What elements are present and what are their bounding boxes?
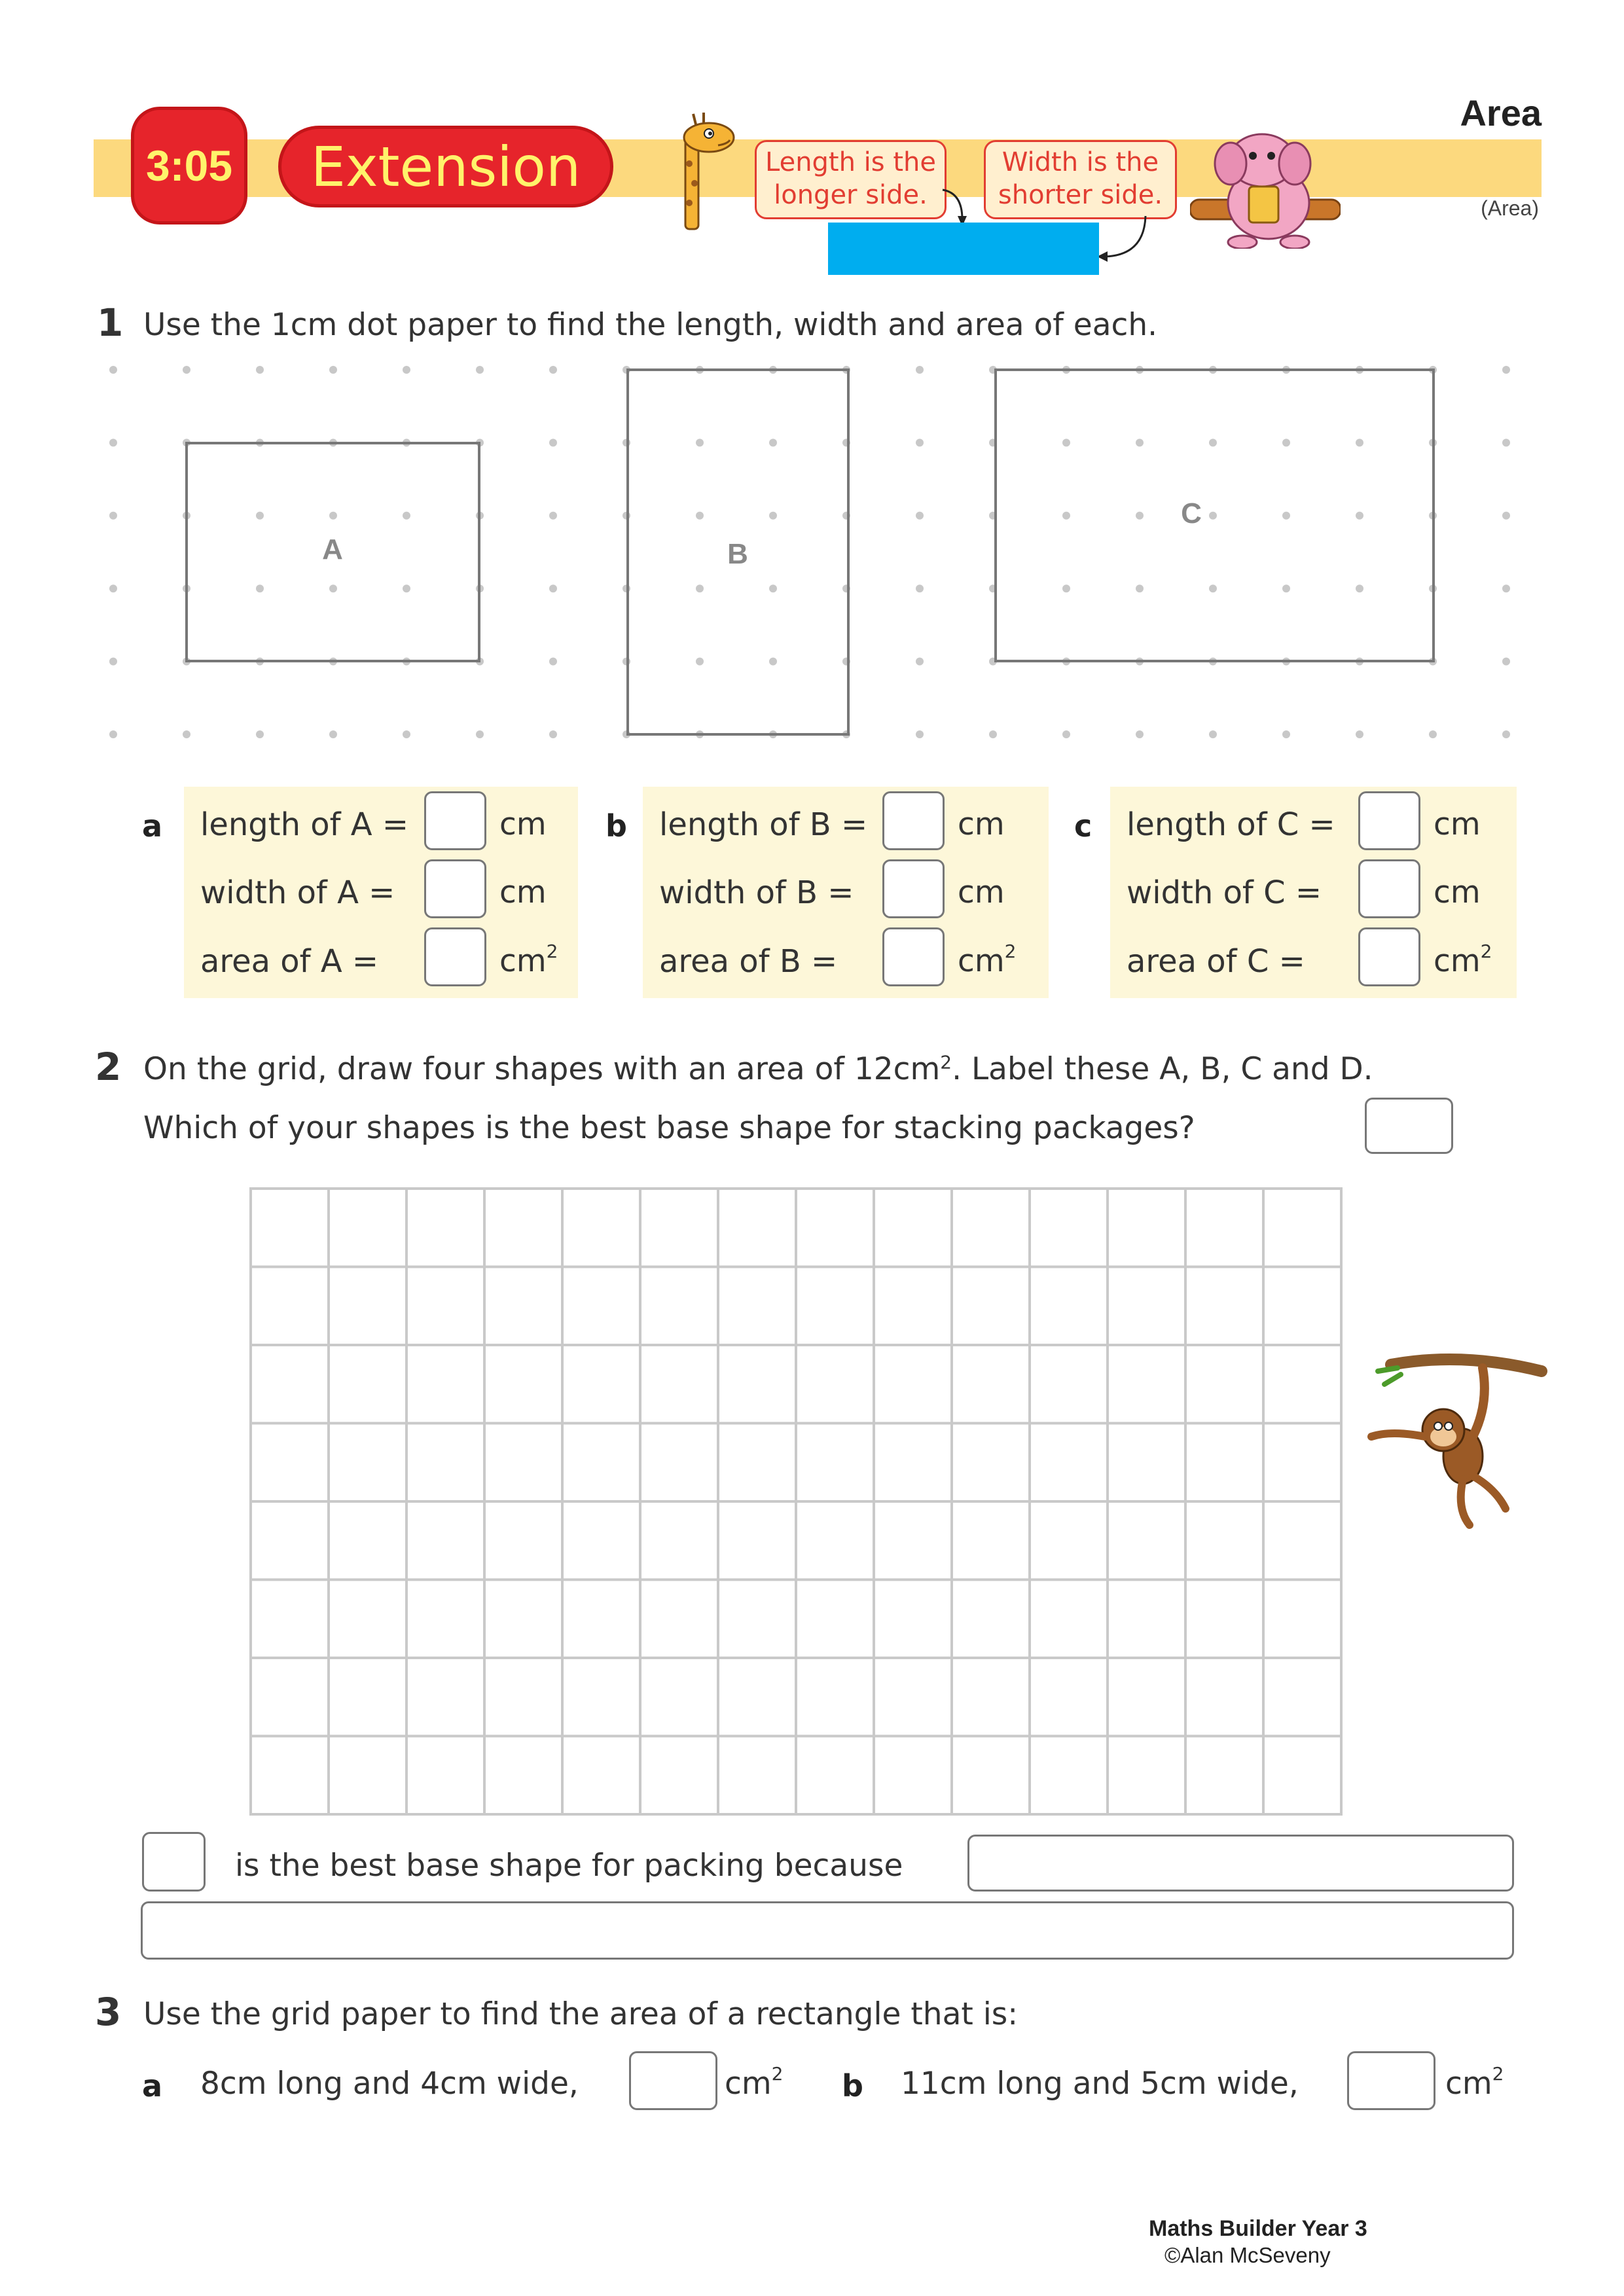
reason-input-line1[interactable] xyxy=(967,1835,1514,1892)
grid-dot xyxy=(1062,730,1070,738)
topic-subtitle: (Area) xyxy=(1481,196,1539,220)
tip-length-line1: Length is the xyxy=(765,147,936,177)
length-c-input[interactable] xyxy=(1358,791,1420,850)
area-b-unit: $cm^2$ xyxy=(958,941,1017,979)
shape-c-label: C xyxy=(1181,497,1202,529)
monkey-icon xyxy=(1365,1345,1548,1532)
q3-a-area-input[interactable] xyxy=(629,2051,717,2110)
reason-input-line2[interactable] xyxy=(141,1901,1514,1960)
tip-width-line2: shorter side. xyxy=(998,180,1163,210)
grid-dot xyxy=(1209,512,1217,520)
grid-dot xyxy=(916,366,924,374)
area-c-label: area of C = xyxy=(1127,943,1305,980)
width-a-unit: cm xyxy=(499,874,547,910)
unit-code-badge: 3:05 xyxy=(131,107,247,224)
grid-dot xyxy=(916,439,924,446)
length-b-unit: cm xyxy=(958,806,1005,842)
grid-dot xyxy=(1502,512,1510,520)
topic-title: Area xyxy=(1460,92,1542,134)
grid-dot xyxy=(1502,366,1510,374)
grid-dot xyxy=(403,730,410,738)
area-a-label: area of A = xyxy=(200,943,379,980)
width-c-label: width of C = xyxy=(1127,874,1322,911)
q2-line2: Which of your shapes is the best base shape for stacking packages? xyxy=(143,1110,1195,1146)
grid-dot xyxy=(549,730,557,738)
shape-a-label: A xyxy=(322,533,343,565)
grid-dot xyxy=(1062,439,1070,446)
grid-dot xyxy=(109,512,117,520)
grid-dot xyxy=(1209,730,1217,738)
q3-text: Use the grid paper to find the area of a rectangle that is: xyxy=(143,1996,1019,2032)
grid-dot xyxy=(256,512,264,520)
q1-part-c-letter: c xyxy=(1074,808,1092,844)
grid-dot xyxy=(769,584,777,592)
q3-number: 3 xyxy=(95,1990,122,2034)
q2-line1: On the grid, draw four shapes with an area of $12cm^2$. Label these A, B, C and D. xyxy=(143,1051,1373,1087)
grid-dot xyxy=(1502,584,1510,592)
grid-dot xyxy=(1356,512,1363,520)
q3-part-b-text: 11cm long and 5cm wide, xyxy=(901,2066,1299,2102)
q1-number: 1 xyxy=(97,300,124,345)
grid-dot xyxy=(696,512,704,520)
length-a-unit: cm xyxy=(499,806,547,842)
grid-dot xyxy=(329,366,337,374)
q3-part-a-letter: a xyxy=(142,2068,163,2104)
grid-dot xyxy=(476,730,484,738)
grid-dot xyxy=(916,584,924,592)
grid-dot xyxy=(256,584,264,592)
elephant-icon xyxy=(1190,124,1341,249)
dot-paper xyxy=(97,351,1530,757)
dot-grid xyxy=(109,366,1510,738)
length-width-rectangle xyxy=(828,223,1099,275)
width-c-input[interactable] xyxy=(1358,859,1420,918)
grid-dot xyxy=(109,366,117,374)
q2-number: 2 xyxy=(95,1045,122,1089)
grid-dot xyxy=(1062,584,1070,592)
q3-b-area-input[interactable] xyxy=(1347,2051,1435,2110)
grid-dot xyxy=(1209,584,1217,592)
grid-dot xyxy=(109,730,117,738)
grid-dot xyxy=(1209,439,1217,446)
length-c-unit: cm xyxy=(1434,806,1481,842)
q1-text: Use the 1cm dot paper to find the length, width and area of each. xyxy=(143,307,1158,343)
grid-dot xyxy=(403,512,410,520)
q3-part-a-text: 8cm long and 4cm wide, xyxy=(200,2066,579,2102)
grid-dot xyxy=(256,730,264,738)
grid-dot xyxy=(1356,584,1363,592)
grid-dot xyxy=(769,658,777,666)
grid-dot xyxy=(769,512,777,520)
level-badge: Extension xyxy=(278,126,613,207)
grid-dot xyxy=(403,584,410,592)
grid-dot xyxy=(1282,584,1290,592)
grid-dot xyxy=(916,658,924,666)
q1-part-b-letter: b xyxy=(605,808,627,844)
grid-dot xyxy=(549,512,557,520)
width-b-input[interactable] xyxy=(882,859,945,918)
grid-dot xyxy=(1136,439,1144,446)
area-c-input[interactable] xyxy=(1358,927,1420,986)
area-a-unit: $cm^2$ xyxy=(499,941,558,979)
footer-title: Maths Builder Year 3 xyxy=(1149,2216,1367,2241)
reason-text: is the best base shape for packing because xyxy=(235,1848,903,1884)
grid-dot xyxy=(1282,512,1290,520)
length-b-label: length of B = xyxy=(659,806,868,843)
footer-copyright: ©Alan McSeveny xyxy=(1164,2243,1331,2267)
width-b-unit: cm xyxy=(958,874,1005,910)
grid-dot xyxy=(109,439,117,446)
grid-dot xyxy=(769,439,777,446)
area-b-label: area of B = xyxy=(659,943,838,980)
grid-dot xyxy=(1136,584,1144,592)
length-a-input[interactable] xyxy=(424,791,486,850)
grid-dot xyxy=(476,366,484,374)
grid-dot xyxy=(1356,439,1363,446)
giraffe-icon xyxy=(657,111,742,232)
grid-dot xyxy=(696,584,704,592)
grid-dot xyxy=(989,730,997,738)
area-b-input[interactable] xyxy=(882,927,945,986)
length-c-label: length of C = xyxy=(1127,806,1335,843)
grid-dot xyxy=(403,366,410,374)
grid-dot xyxy=(329,512,337,520)
grid-dot xyxy=(1502,730,1510,738)
grid-dot xyxy=(1282,439,1290,446)
grid-dot xyxy=(916,730,924,738)
grid-dot xyxy=(1136,512,1144,520)
grid-dot xyxy=(916,512,924,520)
q3-b-unit: $cm^2$ xyxy=(1445,2063,1504,2102)
grid-dot xyxy=(549,584,557,592)
grid-dot xyxy=(183,366,190,374)
q3-a-unit: $cm^2$ xyxy=(725,2063,784,2102)
grid-dot xyxy=(109,658,117,666)
grid-dot xyxy=(1429,730,1437,738)
grid-dot xyxy=(696,658,704,666)
width-b-label: width of B = xyxy=(659,874,854,911)
grid-dot xyxy=(549,366,557,374)
length-a-label: length of A = xyxy=(200,806,409,843)
q1-part-a-letter: a xyxy=(142,808,163,844)
grid-dot xyxy=(1062,512,1070,520)
grid-dot xyxy=(183,730,190,738)
width-c-unit: cm xyxy=(1434,874,1481,910)
grid-dot xyxy=(1502,658,1510,666)
tip-length-bubble xyxy=(755,140,947,219)
best-shape-answer-input[interactable] xyxy=(1365,1098,1453,1154)
shape-b-label: B xyxy=(727,538,748,570)
q3-part-b-letter: b xyxy=(842,2068,863,2104)
grid-dot xyxy=(696,439,704,446)
length-b-input[interactable] xyxy=(882,791,945,850)
tip-width-line1: Width is the xyxy=(1001,147,1159,177)
drawing-grid[interactable] xyxy=(249,1187,1343,1816)
grid-dot xyxy=(329,730,337,738)
grid-dot xyxy=(329,584,337,592)
grid-dot xyxy=(549,439,557,446)
grid-dot xyxy=(1502,439,1510,446)
grid-dot xyxy=(1282,730,1290,738)
area-a-input[interactable] xyxy=(424,927,486,986)
width-a-label: width of A = xyxy=(200,874,395,911)
grid-dot xyxy=(1356,730,1363,738)
best-shape-letter-input[interactable] xyxy=(142,1832,206,1892)
width-a-input[interactable] xyxy=(424,859,486,918)
area-c-unit: $cm^2$ xyxy=(1434,941,1492,979)
tip-length-line2: longer side. xyxy=(774,180,928,210)
grid-dot xyxy=(549,658,557,666)
grid-dot xyxy=(109,584,117,592)
grid-dot xyxy=(256,366,264,374)
grid-dot xyxy=(1136,730,1144,738)
